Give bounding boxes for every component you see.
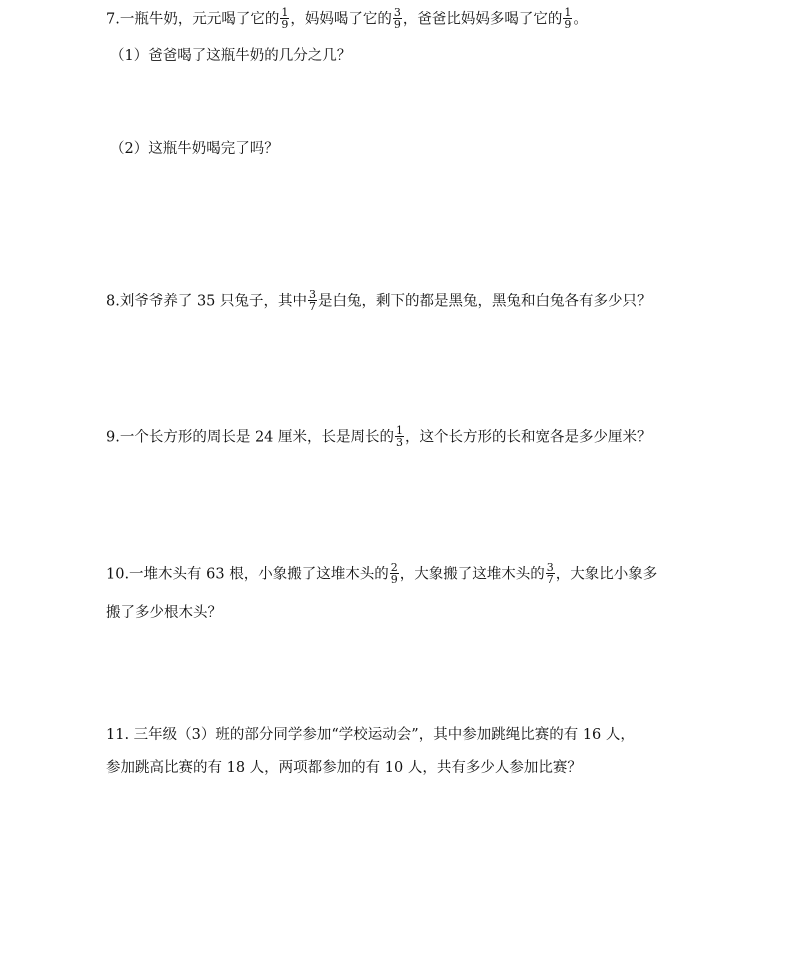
question-7-text-4: 。 xyxy=(573,11,588,28)
question-9 xyxy=(106,426,652,449)
question-7-sub-1: （1）爸爸喝了这瓶牛奶的几分之几？ xyxy=(110,48,352,64)
question-9-text-2: ，这个长方形的长和宽各是多少厘米？ xyxy=(405,429,652,446)
fraction: $\frac{2}{9}$ xyxy=(390,561,398,586)
fraction: $\frac{3}{9}$ xyxy=(393,6,401,31)
question-10 xyxy=(106,563,657,586)
question-7 xyxy=(106,8,588,31)
fraction: $\frac{1}{3}$ xyxy=(396,424,404,449)
fraction: $\frac{3}{7}$ xyxy=(309,288,317,313)
fraction: $\frac{1}{9}$ xyxy=(281,6,289,31)
question-8-text-2: 是白兔，剩下的都是黑兔，黑兔和白兔各有多少只？ xyxy=(318,293,652,310)
question-10-text-1: 10.一堆木头有 63 根，小象搬了这堆木头的 xyxy=(106,566,389,583)
question-11-line-2: 参加跳高比赛的有 18 人，两项都参加的有 10 人，共有多少人参加比赛？ xyxy=(106,760,582,776)
question-10-text-2: ，大象搬了这堆木头的 xyxy=(399,566,545,583)
fraction: $\frac{1}{9}$ xyxy=(564,6,572,31)
question-10-text-3: ，大象比小象多 xyxy=(555,566,658,583)
question-8 xyxy=(106,290,652,313)
question-10-line-2: 搬了多少根木头？ xyxy=(106,605,222,621)
question-7-text-2: ，妈妈喝了它的 xyxy=(290,11,392,28)
question-9-text-1: 9.一个长方形的周长是 24 厘米，长是周长的 xyxy=(106,429,395,446)
question-8-text-1: 8.刘爷爷养了 35 只兔子，其中 xyxy=(106,293,308,310)
question-7-sub-2: （2）这瓶牛奶喝完了吗？ xyxy=(110,141,279,157)
question-11-line-1: 11. 三年级（3）班的部分同学参加“学校运动会”，其中参加跳绳比赛的有 16 人， xyxy=(106,727,635,743)
question-7-text-3: ，爸爸比妈妈多喝了它的 xyxy=(402,11,563,28)
fraction: $\frac{3}{7}$ xyxy=(546,561,554,586)
question-7-text-1: 7.一瓶牛奶，元元喝了它的 xyxy=(106,11,280,28)
